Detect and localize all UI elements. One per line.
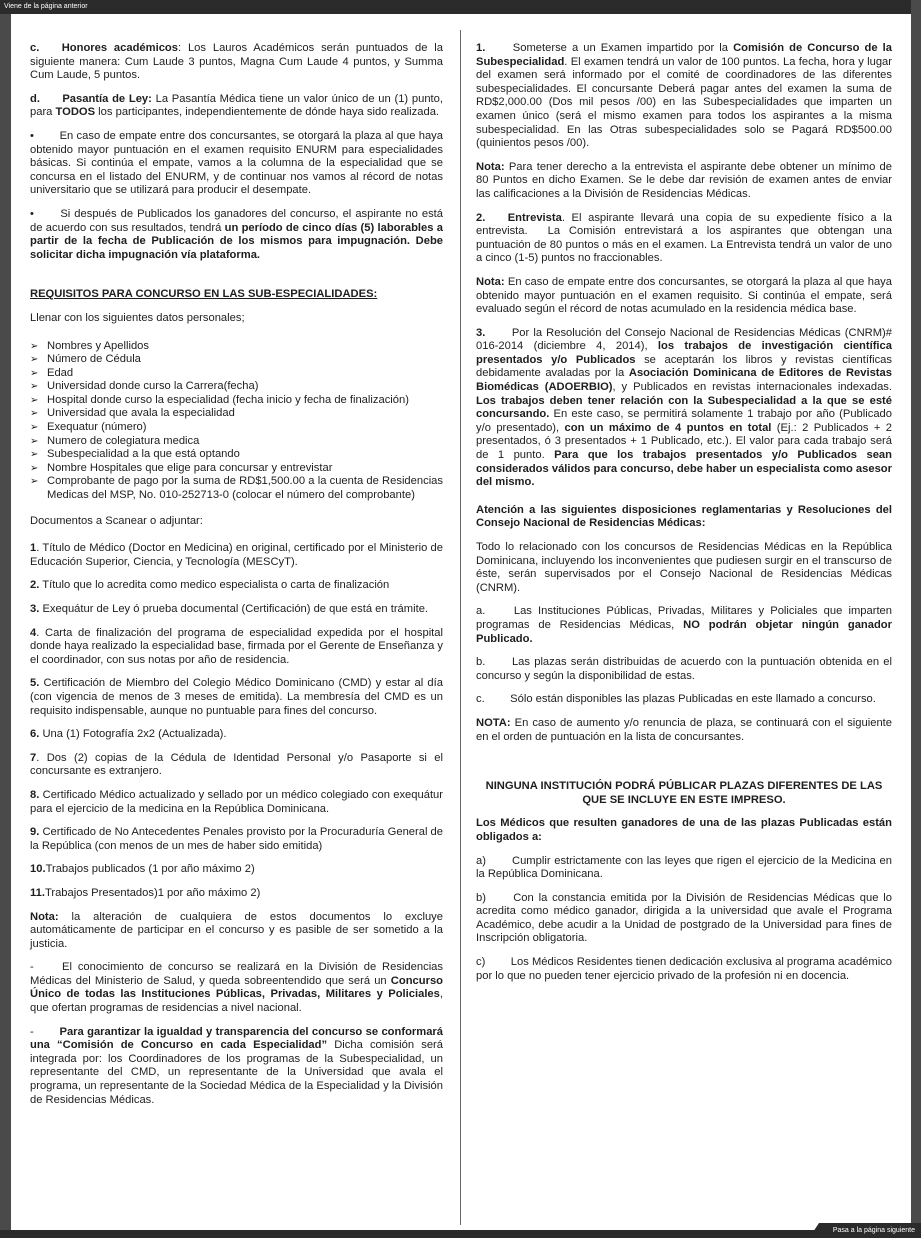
disposicion-a: a. Las Instituciones Públicas, Privadas, Militares y Policiales que imparten programas de Residencias Médicas, NO podrán objetar ningún ganador Publicado. bbox=[476, 605, 892, 645]
requisitos-heading: REQUISITOS PARA CONCURSO EN LAS SUB-ESPECIALIDADES: bbox=[30, 288, 378, 301]
impugnacion-paragraph: • Si después de Publicados los ganadores del concurso, el aspirante no está de acuerdo con sus resultados, tendrá un período de cinco días (5) laborables a partir de la fecha de Publicación de los mismos para impugnación. Debe solicitar dicha impugnación vía plataforma. bbox=[30, 207, 443, 261]
requisito-item: ➢ Universidad donde curso la Carrera(fecha) bbox=[30, 380, 259, 393]
arrow-bullet-icon: ➢ bbox=[30, 367, 39, 379]
requisito-item: ➢ Edad bbox=[30, 366, 74, 379]
document-item: 6. Una (1) Fotografía 2x2 (Actualizada). bbox=[30, 728, 227, 741]
entrevista-paragraph: 2. Entrevista. El aspirante llevará una copia de su expediente físico a la entrevista. La Comisión entrevistará a los aspirantes que obtengan una puntuación de 80 puntos o más en el examen. La Entrevista tendrá un valor de uno a cinco (1-5) puntos no fraccionables. bbox=[476, 211, 892, 265]
llenar-text: Llenar con los siguientes datos personales; bbox=[30, 311, 245, 324]
arrow-bullet-icon: ➢ bbox=[30, 394, 39, 406]
left-frame-bar bbox=[0, 0, 11, 1238]
obligation-item: b) Con la constancia emitida por la División de Residencias Médicas que lo acredita como médico ganador, dirigida a la universidad que avale el Programa Académico, debe acudir a la Unidad de postgrado de la Universidad para fines de Inscripción obligatoria. bbox=[476, 891, 892, 945]
documents-list bbox=[30, 542, 443, 900]
disposicion-c: c. Sólo están disponibles las plazas Publicadas en este llamado a concurso. bbox=[476, 693, 876, 706]
requisito-item: ➢ Nombre Hospitales que elige para concursar y entrevistar bbox=[30, 461, 333, 474]
requisito-item: ➢ Número de Cédula bbox=[30, 353, 141, 366]
arrow-bullet-icon: ➢ bbox=[30, 435, 39, 447]
requisito-item: ➢ Exequatur (número) bbox=[30, 421, 147, 434]
arrow-bullet-icon: ➢ bbox=[30, 422, 39, 434]
nota-docs: Nota: la alteración de cualquiera de estos documentos lo excluye automáticamente de participar en el concurso y es pasible de ser sometido a la justicia. bbox=[30, 910, 443, 950]
investigacion-paragraph: 3. Por la Resolución del Consejo Nacional de Residencias Médicas (CNRM)# 016-2014 (diciembre 4, 2014), los trabajos de investigación científica presentados y/o Publicados se aceptarán los libros y revistas científicas debidamente avaladas por la Asociación Dominicana de Editores de Revistas Biomédicas (ADOERBIO), y Publicados en revistas internacionales indexadas. Los trabajos deben tener relación con la Subespecialidad a la que se esté concursando. En este caso, se permitirá solamente 1 trabajo por año (Publicado y/o presentado), con un máximo de 4 puntos en total (Ej.: 2 Publicados + 2 presentados, ó 3 presentados + 1 Publicado, etc.). El valor para cada trabajo será de 1 punto. Para que los trabajos presentados y/o Publicados sean considerados válidos para concurso, debe haber un especialista como asesor del mismo. bbox=[476, 326, 892, 489]
honores-paragraph: c. Honores académicos: Los Lauros Académicos serán puntuados de la siguiente manera: Cum Laude 3 puntos, Magna Cum Laude 4 puntos, y Summa Cum Laude, 5 puntos. bbox=[30, 42, 444, 82]
comision-paragraph: - Para garantizar la igualdad y transparencia del concurso se conformará una “Comisión de Concurso en cada Especialidad” Dicha comisión será integrada por: los Coordinadores de los programas de la Subespecialidad, un representante del CMD, un representante de la Universidad que avala el programa, un representante de la Sociedad Médica de la Especialidad y la División de Residencias Médicas. bbox=[30, 1025, 443, 1106]
requisito-item: ➢ Comprobante de pago por la suma de RD$1,500.00 a la cuenta de Residencias Medicas del MSP, No. 010-252713-0 (colocar el número del comprobante) bbox=[30, 475, 443, 502]
document-item: 4. Carta de finalización del programa de especialidad expedida por el hospital donde haya realizado la especialidad base, firmada por el Gerente de Enseñanza y el coordinador, con sus notas por año de residencia. bbox=[30, 626, 443, 666]
requisito-item: ➢ Universidad que avala la especialidad bbox=[30, 407, 235, 420]
conocimiento-paragraph: - El conocimiento de concurso se realizará en la División de Residencias Médicas del Ministerio de Salud, y queda sobreentendido que será un Concurso Único de todas las Instituciones Públicas, Privadas, Militares y Policiales, que ofertan programas de residencias a nivel nacional. bbox=[30, 961, 443, 1015]
document-item: 2. Título que lo acredita como medico especialista o carta de finalización bbox=[30, 579, 390, 592]
document-item: 8. Certificado Médico actualizado y sellado por un médico colegiado con exequátur para el ejercicio de la medicina en la República Dominicana. bbox=[30, 788, 443, 815]
obligation-item: a) Cumplir estrictamente con las leyes que rigen el ejercicio de la Medicina en la República Dominicana. bbox=[476, 854, 892, 881]
nota-renuncia: NOTA: En caso de aumento y/o renuncia de plaza, se continuará con el siguiente en el orden de puntuación en la lista de concursantes. bbox=[476, 716, 892, 743]
obligados-heading: Los Médicos que resulten ganadores de una de las plazas Publicadas están obligados a: bbox=[476, 817, 892, 843]
left-column bbox=[30, 42, 443, 1117]
nota-examen: Nota: Para tener derecho a la entrevista el aspirante debe obtener un mínimo de 80 Puntos en dicho Examen. Se le debe dar revisión de examen antes de enviar las calificaciones a la División de Residencias Médicas. bbox=[476, 160, 892, 200]
document-item: 7. Dos (2) copias de la Cédula de Identidad Personal y/o Pasaporte si el concursante es extranjero. bbox=[30, 751, 443, 778]
disposicion-b: b. Las plazas serán distribuidas de acuerdo con la puntuación obtenida en el concurso y según la disponibilidad de estas. bbox=[476, 656, 892, 682]
requisito-item: ➢ Nombres y Apellidos bbox=[30, 339, 149, 352]
obligations-list bbox=[476, 855, 892, 984]
document-item: 9. Certificado de No Antecedentes Penales provisto por la Procuraduría General de la República (con menos de un mes de haber sido emitida) bbox=[30, 826, 443, 852]
document-item: 3. Exequátur de Ley ó prueba documental (Certificación) de que está en trámite. bbox=[30, 603, 429, 615]
requisitos-list bbox=[30, 340, 443, 503]
examen-paragraph: 1. Someterse a un Examen impartido por la Comisión de Concurso de la Subespecialidad. El examen tendrá un valor de 100 puntos. La fecha, hora y lugar del examen será informado por el comité de coordinadores de las diferentes subespecialidades. El concursante Deberá pagar antes del examen la suma de RD$2,000.00 (Dos mil pesos /00) en las Subespecialidades que imparten un examen único (será el mismo examen para todos los aspirantes a la misma subespecialidad. En las Otras subespecialidades solo se Pagará RD$500.00 (quinientos pesos /00). bbox=[476, 42, 893, 150]
document-item: 5. Certificación de Miembro del Colegio Médico Dominicano (CMD) y estar al día (con vigencia de menos de 3 meses de emitida). La membresía del CMD es un requisito indispensable, aunque no puntuable para fines del concurso. bbox=[30, 677, 443, 717]
arrow-bullet-icon: ➢ bbox=[30, 449, 39, 461]
todo-paragraph: Todo lo relacionado con los concursos de Residencias Médicas en la República Dominicana, incluyendo los inconvenientes que pudiesen surgir en el transcurso de éste, serán supervisados por el Consejo Nacional de Residencias Médicas (CNRM). bbox=[476, 541, 892, 594]
document-item: 1. Título de Médico (Doctor en Medicina) en original, certificado por el Ministerio de Educación Superior, Ciencia, y Tecnología (MESCyT). bbox=[30, 542, 443, 568]
right-frame-bar bbox=[911, 0, 921, 1238]
document-item: 10.Trabajos publicados (1 por año máximo 2) bbox=[30, 863, 255, 876]
requisito-item: ➢ Numero de colegiatura medica bbox=[30, 434, 200, 447]
requisito-item: ➢ Hospital donde curso la especialidad (fecha inicio y fecha de finalización) bbox=[30, 393, 409, 406]
obligation-item: c) Los Médicos Residentes tienen dedicación exclusiva al programa académico por lo que no pueden tener ejercicio privado de la profesión ni en docencia. bbox=[476, 956, 893, 982]
previous-page-tag: Viene de la página anterior bbox=[0, 0, 94, 14]
requisito-item: ➢ Subespecialidad a la que está optando bbox=[30, 448, 240, 461]
arrow-bullet-icon: ➢ bbox=[30, 381, 39, 393]
empate-paragraph: • En caso de empate entre dos concursantes, se otorgará la plaza al que haya obtenido mayor puntuación en el examen requisito ENURM para especialidades básicas. Si continúa el empate, vamos a la columna de la especialidad que se concursa en el listado del ENURM, y de continuar nos vamos al récord de notas universitario que se utilizará para producir el desempate. bbox=[30, 129, 443, 197]
atencion-heading: Atención a las siguientes disposiciones reglamentarias y Resoluciones del Consejo Nacional de Residencias Médicas: bbox=[476, 503, 892, 530]
pasantia-paragraph: d. Pasantía de Ley: La Pasantía Médica tiene un valor único de un (1) punto, para TODOS los participantes, independientemente de dónde haya sido realizada. bbox=[30, 92, 443, 119]
arrow-bullet-icon: ➢ bbox=[30, 408, 39, 420]
arrow-bullet-icon: ➢ bbox=[30, 354, 39, 366]
arrow-bullet-icon: ➢ bbox=[30, 476, 39, 488]
arrow-bullet-icon: ➢ bbox=[30, 340, 39, 352]
top-frame-bar bbox=[0, 0, 921, 14]
document-item: 11.Trabajos Presentados)1 por año máximo 2) bbox=[30, 886, 261, 899]
column-divider bbox=[460, 30, 461, 1225]
next-page-tag: Pasa a la página siguiente bbox=[819, 1223, 921, 1238]
arrow-bullet-icon: ➢ bbox=[30, 462, 39, 474]
right-column bbox=[476, 42, 892, 993]
bottom-frame-bar bbox=[0, 1230, 921, 1238]
nota-empate: Nota: En caso de empate entre dos concursantes, se otorgará la plaza al que haya obtenido mayor puntuación en el examen requisito. Si continúa el empate, será evaluado según el récord de notas acumulado en la residencia médica base. bbox=[476, 275, 892, 316]
docs-intro: Documentos a Scanear o adjuntar: bbox=[30, 514, 203, 527]
ninguna-heading: NINGUNA INSTITUCIÓN PODRÁ PÚBLICAR PLAZAS DIFERENTES DE LAS QUE SE INCLUYE EN ESTE IMPRESO. bbox=[485, 780, 883, 806]
